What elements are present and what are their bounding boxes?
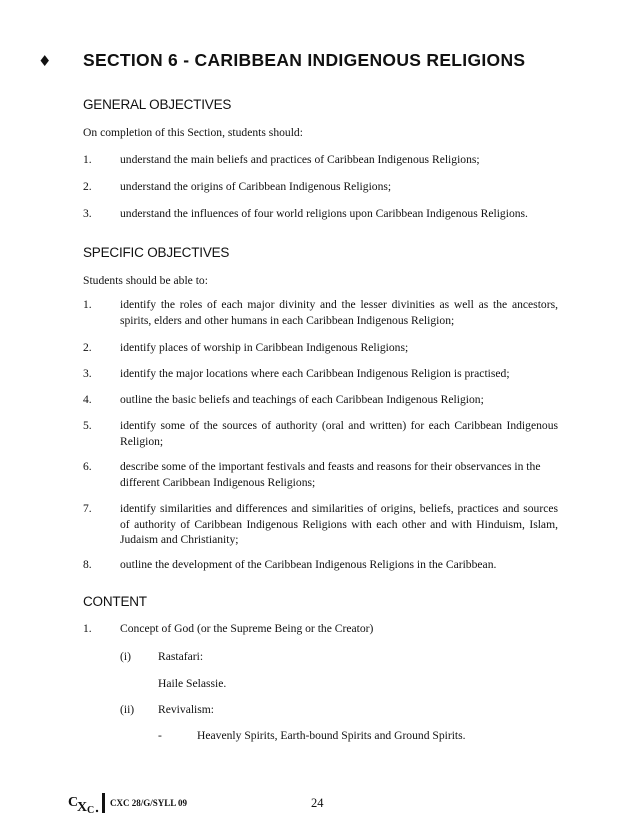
content-subitem-title: Rastafari: xyxy=(158,650,204,663)
item-number: 2. xyxy=(83,341,92,354)
item-text: outline the basic beliefs and teachings of each Caribbean Indigenous Religion; xyxy=(120,393,484,406)
specific-objectives-heading: SPECIFIC OBJECTIVES xyxy=(83,245,230,260)
item-number: 2. xyxy=(83,180,92,193)
item-number: 7. xyxy=(83,502,92,515)
item-number: 5. xyxy=(83,419,92,432)
specific-objective-item xyxy=(83,297,558,328)
item-text: identify the major locations where each Caribbean Indigenous Religion is practised; xyxy=(120,367,510,380)
item-text: identify places of worship in Caribbean Indigenous Religions; xyxy=(120,341,409,354)
item-text: outline the development of the Caribbean Indigenous Religions in the Caribbean. xyxy=(120,558,497,571)
item-text: understand the influences of four world religions upon Caribbean Indigenous Religions. xyxy=(120,207,528,220)
section-title: SECTION 6 - CARIBBEAN INDIGENOUS RELIGIONS xyxy=(83,50,526,70)
item-number: 1. xyxy=(83,622,92,635)
svg-text:C: C xyxy=(68,795,79,810)
content-subitem-number: (ii) xyxy=(120,703,135,716)
general-objective-item xyxy=(83,206,558,222)
item-text: understand the main beliefs and practices of Caribbean Indigenous Religions; xyxy=(120,153,480,166)
item-number: 3. xyxy=(83,207,92,220)
item-number: 6. xyxy=(83,460,92,473)
content-subitem-dash: - xyxy=(158,729,162,742)
item-text: understand the origins of Caribbean Indigenous Religions; xyxy=(120,180,392,193)
specific-objective-item xyxy=(83,392,558,408)
specific-objective-item xyxy=(83,459,558,490)
footer-divider xyxy=(102,793,105,813)
specific-objective-item xyxy=(83,501,558,548)
specific-objective-item xyxy=(83,340,558,356)
item-text: identify the roles of each major divinity and the lesser divinities as well as the ancestors, spirits, elders and other humans in each Caribbean Indigenous Religion; xyxy=(120,298,558,327)
content-heading: CONTENT xyxy=(83,594,147,609)
content-subitem-title: Revivalism: xyxy=(158,703,215,716)
item-text: describe some of the important festivals and feasts and reasons for their observances in the different Caribbean Indigenous Religions; xyxy=(120,460,541,489)
content-subitem-detail: Heavenly Spirits, Earth-bound Spirits and Ground Spirits. xyxy=(197,729,466,742)
general-objective-item xyxy=(83,179,558,195)
specific-objective-item xyxy=(83,366,558,382)
item-number: 8. xyxy=(83,558,92,571)
specific-objective-item xyxy=(83,557,558,573)
svg-text:X: X xyxy=(77,800,88,814)
svg-text:C: C xyxy=(87,805,95,814)
page-number: 24 xyxy=(311,796,324,810)
content-subitem-number: (i) xyxy=(120,650,131,663)
item-number: 1. xyxy=(83,298,92,311)
item-number: 1. xyxy=(83,153,92,166)
item-number: 3. xyxy=(83,367,92,380)
specific-objectives-intro: Students should be able to: xyxy=(83,274,208,287)
item-text: identify some of the sources of authority (oral and written) for each Caribbean Indigenous Religion; xyxy=(120,419,558,448)
item-text: identify similarities and differences and similarities of origins, beliefs, practices and sources of authority of Caribbean Indigenous Religions with each other and with Hinduism, Islam, Judaism and Christianity; xyxy=(120,502,558,546)
general-objectives-intro: On completion of this Section, students should: xyxy=(83,126,303,139)
content-item xyxy=(83,621,558,637)
general-objective-item xyxy=(83,152,558,168)
syllabus-code: CXC 28/G/SYLL 09 xyxy=(110,798,188,808)
item-text: Concept of God (or the Supreme Being or the Creator) xyxy=(120,622,374,635)
item-number: 4. xyxy=(83,393,92,406)
general-objectives-heading: GENERAL OBJECTIVES xyxy=(83,97,232,112)
content-subitem-detail: Haile Selassie. xyxy=(158,677,227,690)
section-bullet-icon: ♦ xyxy=(38,52,52,70)
specific-objective-item xyxy=(83,418,558,449)
